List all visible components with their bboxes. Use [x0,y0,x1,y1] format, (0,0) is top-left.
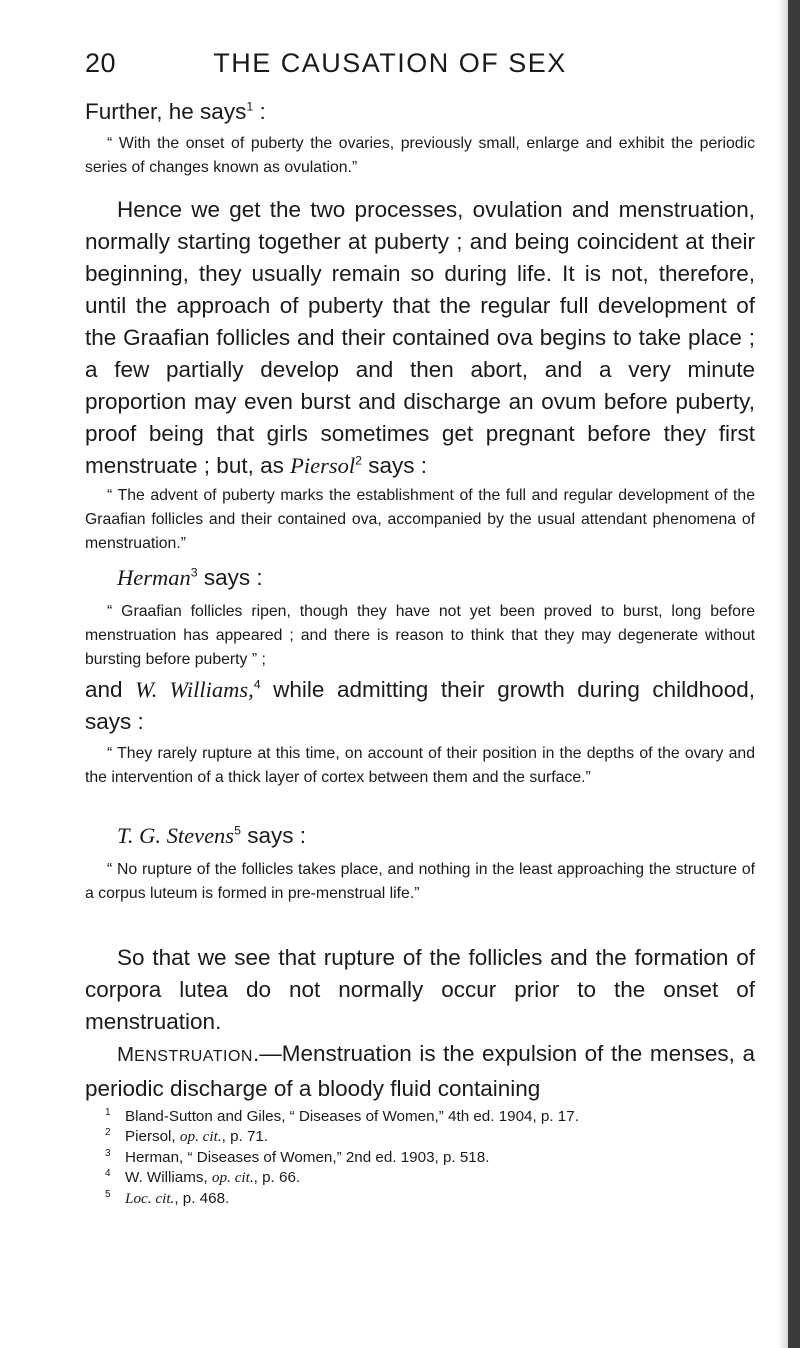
paragraph-herman [85,562,755,594]
paragraph-text: Further, he says [85,99,247,124]
footnote-mark: 3 [105,1147,111,1159]
quote-block: “ The advent of puberty marks the establishment of the full and regular development of the Graafian follicles and their contained ova, accompanied by the usual attendant phenomena of menstruation.” [85,487,755,552]
page-header [0,48,780,84]
page-number: 20 [85,48,117,78]
footnote-text: , p. 71. [221,1128,269,1146]
quote-block: “ Graafian follicles ripen, though they have not yet been proved to burst, long before menstruation has appeared ; and there is reason to think that they may degenerate without bursting before puberty ” ; [85,603,755,668]
footnotes [105,1107,745,1209]
footnote [105,1148,745,1168]
footnote-text: W. Williams, [125,1169,212,1187]
footnote-italic: op. cit. [179,1128,222,1146]
section-lead-rest: ENSTRUATION [134,1048,253,1065]
footnote-text: Piersol, [125,1128,180,1146]
footnote-text: Herman, “ Diseases of Women,” 2nd ed. 1903, p. 518. [125,1148,490,1166]
author-name: Piersol [290,453,356,478]
quote-block: “ With the onset of puberty the ovaries, previously small, enlarge and exhibit the periodic series of changes known as ovulation.” [85,135,755,176]
footnote [105,1127,745,1147]
paragraph-text: says : [240,823,306,848]
footnote-ref: 2 [355,453,362,468]
footnote [105,1189,745,1209]
author-name: Herman [117,565,191,590]
paragraph-text: says : [197,565,263,590]
paragraph-stevens [85,820,755,852]
footnote-ref: 3 [190,565,198,580]
paragraph-text: .—Menstruation is the expulsion of the menses, a periodic discharge of a bloody fluid containing [85,1041,755,1101]
footnote-mark: 4 [105,1168,111,1180]
page-edge-stain [788,0,800,1348]
footnote-ref: 5 [234,823,241,838]
footnote-mark: 2 [105,1127,111,1139]
paragraph-text: Hence we get the two processes, ovulation and menstruation, normally starting together at puberty ; and being coincident at their beginning, they usually remain so during life. It is not, therefore, until the approach of puberty that the regular full development of the Graafian follicles and their contained ova begins to take place ; a few partially develop and then abort, and a very minute proportion may even burst and discharge an ovum before puberty, proof being that girls sometimes get pregnant before they first menstruate ; but, as [85,197,755,478]
paragraph-hence [85,194,755,482]
author-name: T. G. Stevens [117,823,235,848]
paragraph-text: and [85,677,136,702]
footnote-italic: Loc. cit. [125,1189,175,1207]
footnote-mark: 1 [105,1107,111,1118]
footnote [105,1107,745,1127]
footnote-text: Bland-Sutton and Giles, “ Diseases of Women,” 4th ed. 1904, p. 17. [125,1108,579,1125]
footnote [105,1168,745,1188]
paragraph-text: while admitting their growth during childhood, says : [85,677,755,734]
footnote-text: , p. 66. [253,1169,301,1187]
quote-block: “ No rupture of the follicles takes place, and nothing in the least approaching the structure of a corpus luteum is formed in pre-menstrual life.” [85,861,755,902]
footnote-italic: op. cit. [211,1169,254,1187]
paragraph-williams [85,674,755,738]
footnote-ref: 1 [246,99,254,114]
footnote-ref: 4 [253,677,261,692]
section-lead [117,1043,253,1066]
quote-block: “ They rarely rupture at this time, on account of their position in the depths of the ovary and the intervention of a thick layer of cortex between them and the surface.” [85,745,755,786]
footnote-mark: 5 [105,1188,111,1200]
paragraph-menstruation [85,1038,755,1105]
paragraph-further [85,96,755,128]
section-lead-initial: M [117,1043,135,1066]
paragraph-text: : [253,99,266,124]
author-name: W. Williams, [135,677,254,702]
running-head: THE CAUSATION OF SEX [213,48,567,78]
paragraph-so-that: So that we see that rupture of the follicles and the formation of corpora lutea do not normally occur prior to the onset of menstruation. [85,945,755,1034]
paragraph-text: says : [361,453,428,478]
footnote-text: , p. 468. [174,1189,230,1207]
